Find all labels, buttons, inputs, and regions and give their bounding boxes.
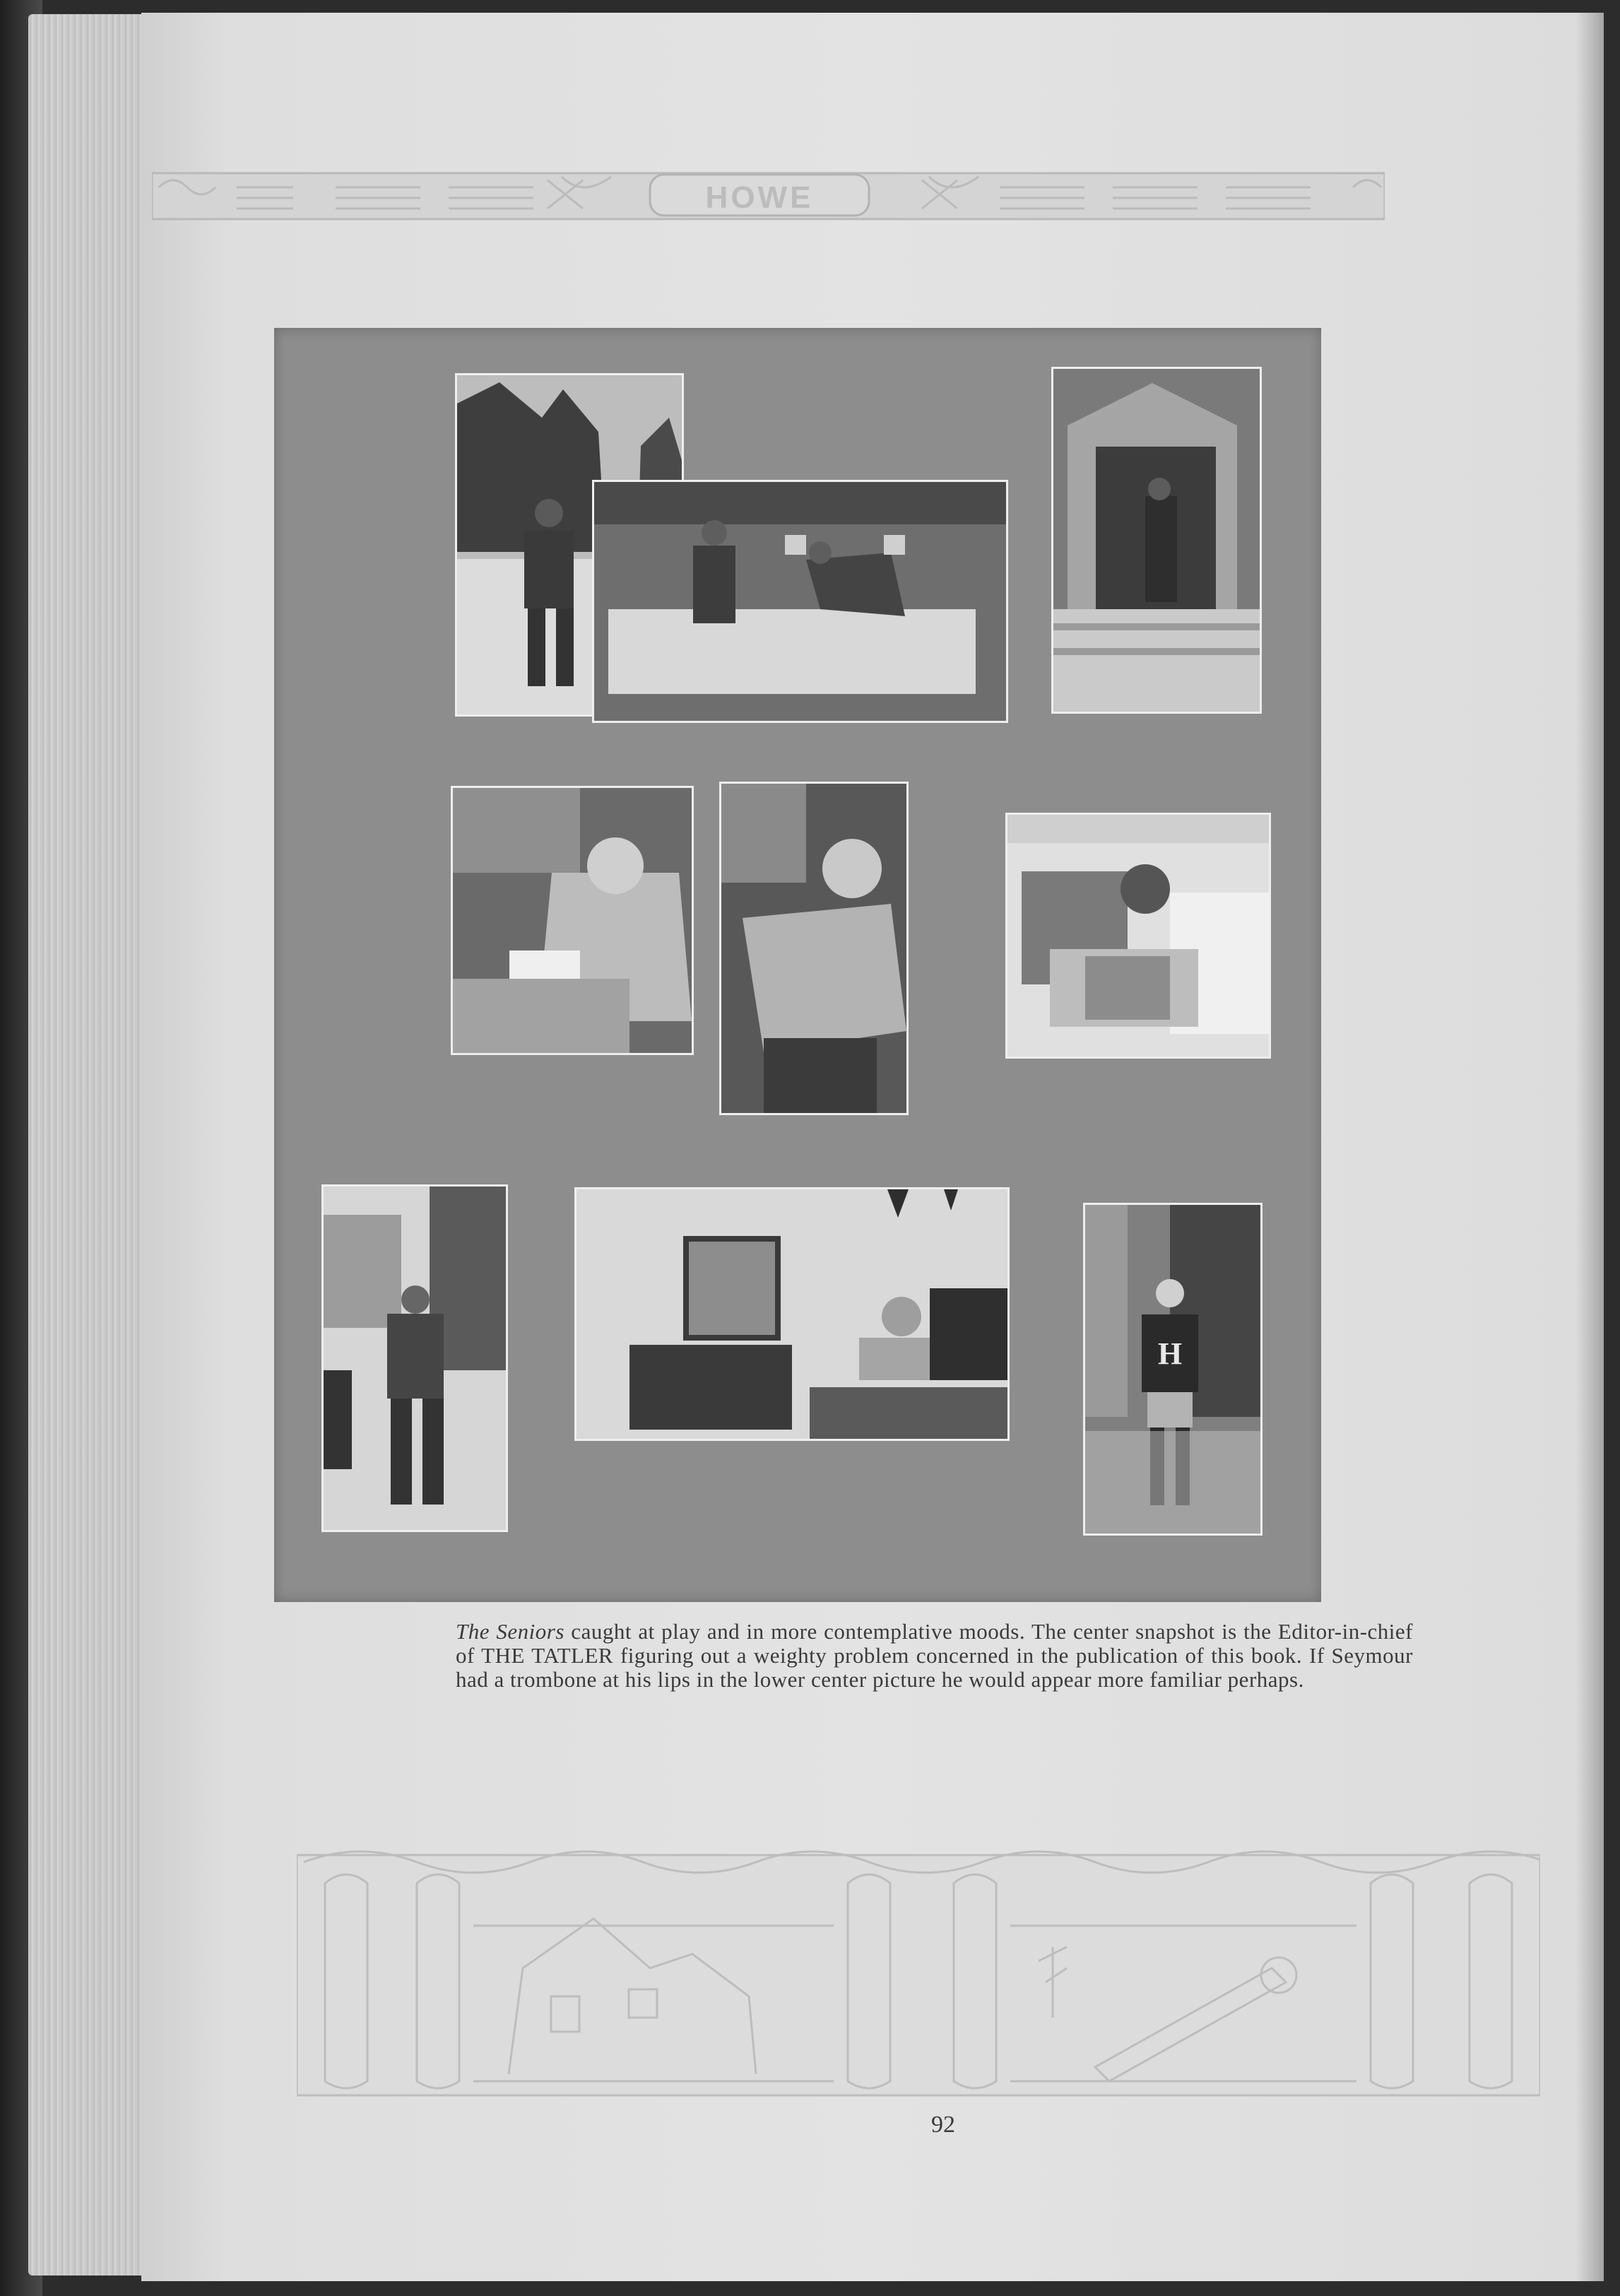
caption-lead: The Seniors <box>456 1619 564 1644</box>
header-ornament-band <box>152 159 1385 230</box>
page-stack-edge <box>28 14 155 2276</box>
photo-doorway <box>1051 367 1262 714</box>
page-number: 92 <box>931 2112 955 2138</box>
photo-panel <box>274 328 1321 1602</box>
header-banner-text: HOWE <box>705 180 814 215</box>
photo-reading-letter <box>451 786 694 1055</box>
photo-desk-room <box>574 1187 1010 1441</box>
photo-letter-sweater <box>1083 1203 1263 1536</box>
svg-text:H: H <box>1157 1336 1183 1371</box>
photo-billiards <box>592 480 1008 723</box>
photo-snow-street <box>321 1184 508 1532</box>
caption-text: caught at play and in more contemplative moods. The center snapshot is the Editor-in-chief of THE TATLER figuring out a weighty problem concerned in the publication of this book. If Seymour had a trombone at his lips in the lower center picture he would appear more familiar perhaps. <box>456 1619 1413 1692</box>
footer-ornament-band <box>297 1841 1540 2099</box>
photo-editor-thinking <box>719 782 909 1115</box>
photo-reading-magazine <box>1005 813 1271 1059</box>
photo-caption <box>456 1620 1413 1692</box>
